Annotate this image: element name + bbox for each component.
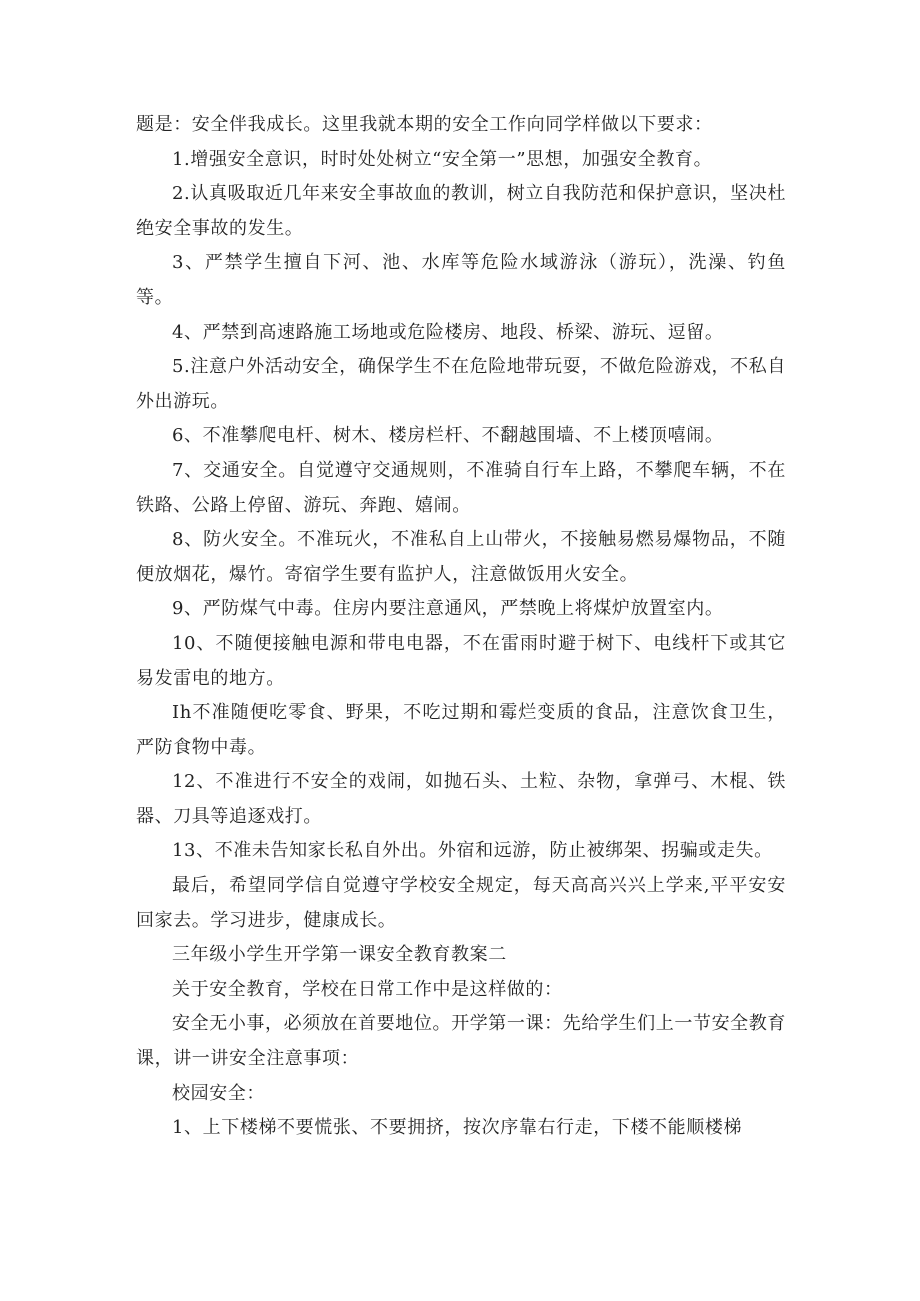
section-heading: 三年级小学生开学第一课安全教育教案二 xyxy=(172,944,507,966)
paragraph: 最后，希望同学信自觉遵守学校安全规定，每天高高兴兴上学来,平平安安回家去。学习进步，健康成长。 xyxy=(136,875,786,931)
paragraph: 安全无小事，必须放在首要地位。开学第一课：先给学生们上一节安全教育课，讲一讲安全注意事项： xyxy=(136,1013,786,1070)
paragraph: 1.增强安全意识，时时处处树立“安全第一”思想，加强安全教育。 xyxy=(172,148,713,170)
paragraph: Ih不准随便吃零食、野果，不吃过期和霉烂变质的食品，注意饮食卫生，严防食物中毒。 xyxy=(136,702,786,758)
paragraph: 关于安全教育，学校在日常工作中是这样做的： xyxy=(172,978,563,1000)
paragraph: 3、严禁学生擅自下河、池、水库等危险水域游泳（游玩），洗澡、钓鱼等。 xyxy=(136,252,786,308)
paragraph: 4、严禁到高速路施工场地或危险楼房、地段、桥梁、游玩、逗留。 xyxy=(172,321,724,343)
paragraph: 6、不准攀爬电杆、树木、楼房栏杆、不翻越围墙、不上楼顶嘻闹。 xyxy=(172,425,724,447)
paragraph: 校园安全： xyxy=(172,1082,265,1104)
paragraph: 9、严防煤气中毒。住房内要注意通风，严禁晚上将煤炉放置室内。 xyxy=(172,598,724,620)
paragraph: 10、不随便接触电源和带电电器，不在雷雨时避于树下、电线杆下或其它易发雷电的地方。 xyxy=(136,632,786,689)
paragraph: 12、不准进行不安全的戏闹，如抛石头、土粒、杂物，拿弹弓、木棍、铁器、刀具等追逐戏打。 xyxy=(136,771,786,827)
paragraph: 8、防火安全。不准玩火，不准私自上山带火，不接触易燃易爆物品，不随便放烟花，爆竹。寄宿学生要有监护人，注意做饭用火安全。 xyxy=(136,529,786,585)
paragraph: 2.认真吸取近几年来安全事故血的教训，树立自我防范和保护意识，坚决杜绝安全事故的发生。 xyxy=(136,183,786,239)
paragraph: 13、不准未告知家长私自外出。外宿和远游，防止被绑架、拐骗或走失。 xyxy=(172,840,773,862)
document-body xyxy=(136,108,786,1146)
paragraph: 7、交通安全。自觉遵守交通规则，不准骑自行车上路，不攀爬车辆，不在铁路、公路上停留、游玩、奔跑、嬉闹。 xyxy=(136,459,786,516)
paragraph: 1、上下楼梯不要慌张、不要拥挤，按次序靠右行走，下楼不能顺楼梯 xyxy=(172,1117,743,1139)
paragraph: 题是：安全伴我成长。这里我就本期的安全工作向同学样做以下要求： xyxy=(136,114,713,135)
paragraph: 5.注意户外活动安全，确保学生不在危险地带玩耍，不做危险游戏，不私自外出游玩。 xyxy=(136,356,786,412)
